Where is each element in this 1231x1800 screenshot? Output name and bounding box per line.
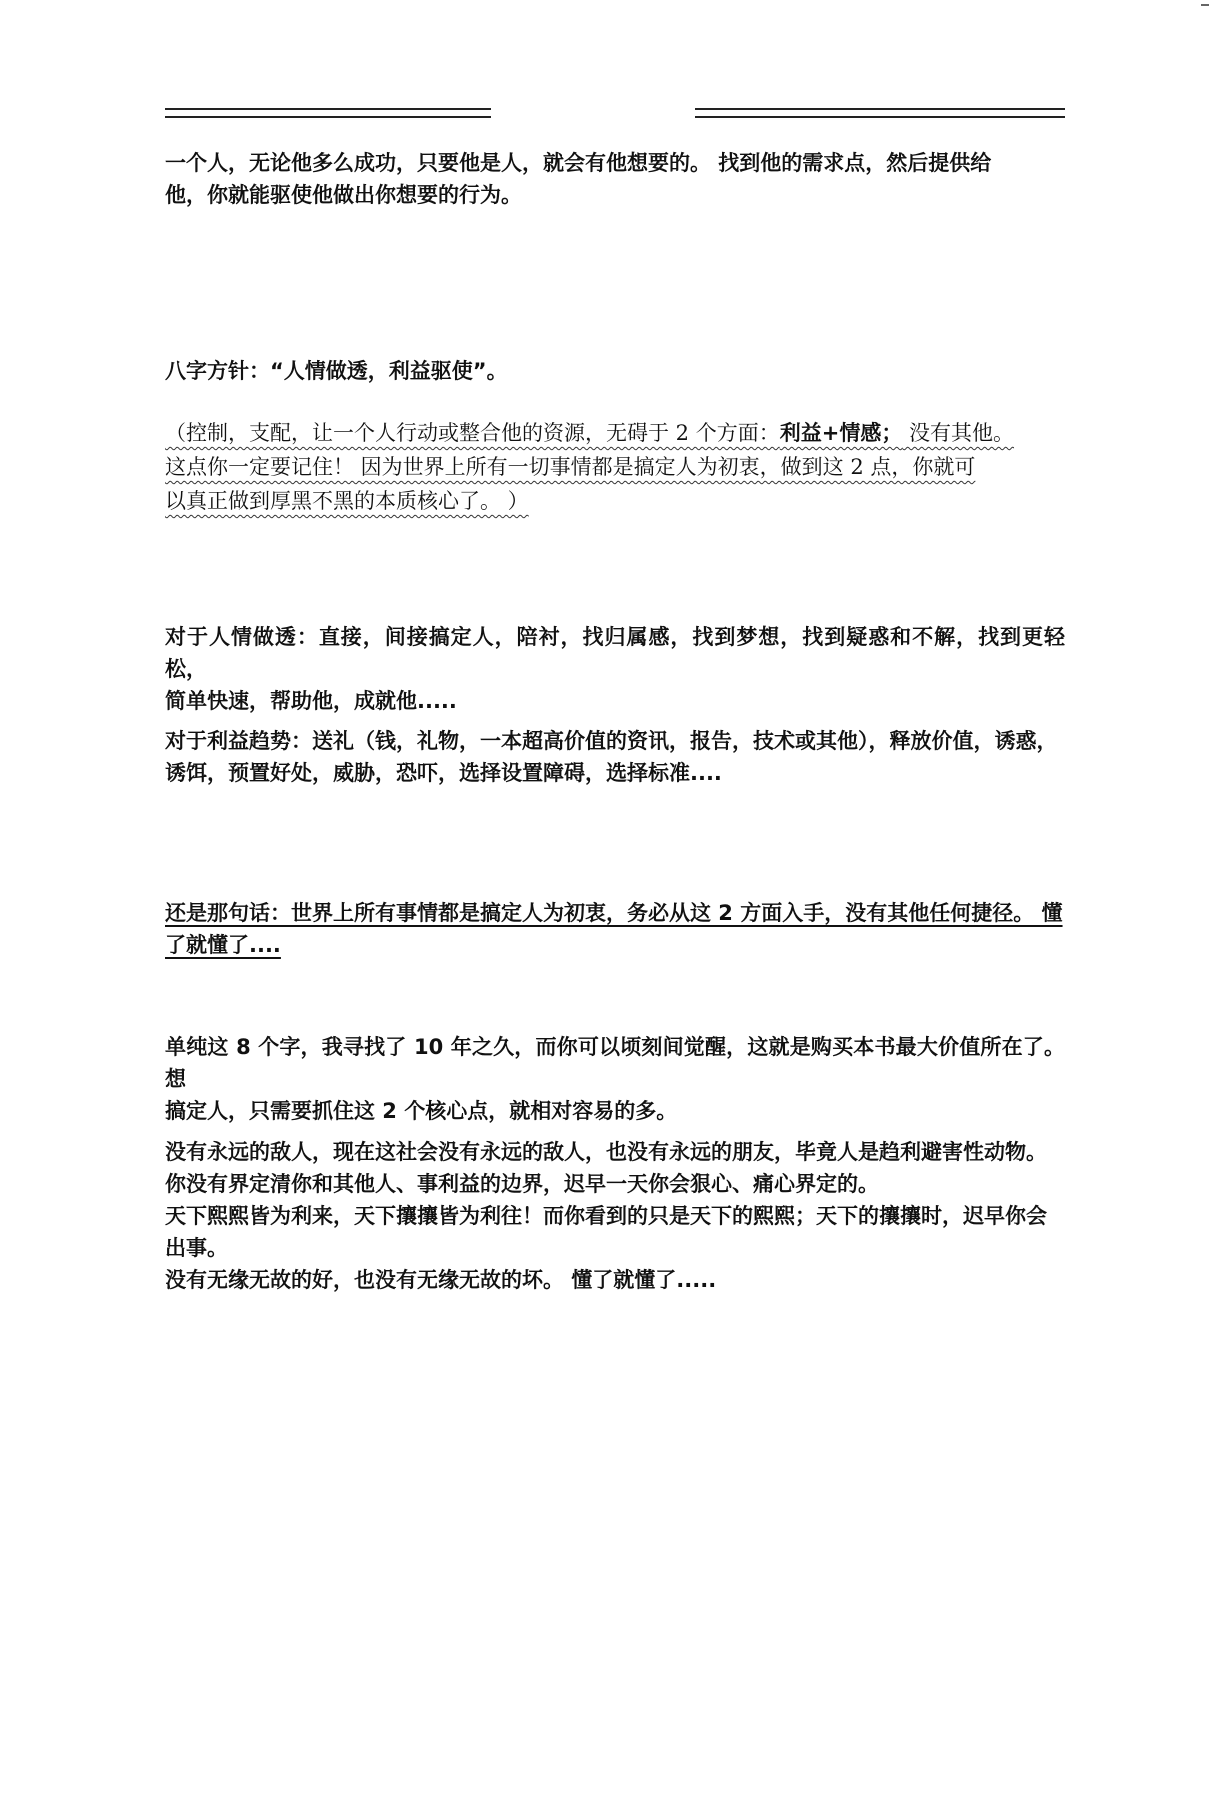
note-text-line2: 这点你一定要记住！ 因为世界上所有一切事情都是搞定人为初衷，做到这 2 点，你就可 xyxy=(165,455,976,479)
underlined-text: 还是那句话：世界上所有事情都是搞定人为初衷，务必从这 2 方面入手，没有其他任何捷径。 懂 xyxy=(165,901,1063,925)
text-line xyxy=(165,929,1065,961)
text-line: 天下熙熙皆为利来，天下攘攘皆为利往！而你看到的只是天下的熙熙；天下的攘攘时，迟早你会 xyxy=(165,1204,1047,1228)
paragraph-interest xyxy=(165,725,1065,789)
paragraph-motto xyxy=(165,355,1065,387)
paragraph-closing xyxy=(165,1136,1065,1296)
text-line: 对于人情做透：直接，间接搞定人，陪衬，找归属感，找到梦想，找到疑惑和不解，找到更轻松， xyxy=(165,625,1065,681)
note-text-line3: 以真正做到厚黑不黑的本质核心了。 ） xyxy=(165,489,529,513)
paragraph-human-relations xyxy=(165,621,1065,717)
paragraph-eight-words xyxy=(165,1031,1065,1127)
text-line: 诱饵，预置好处，威胁，恐吓，选择设置障碍，选择标准.... xyxy=(165,761,722,785)
corner-mark xyxy=(1201,4,1209,6)
note-text-a: （控制，支配，让一个人行动或整合他的资源，无碍于 2 个方面： xyxy=(165,421,780,445)
text-line: 简单快速，帮助他，成就他..... xyxy=(165,689,457,713)
underlined-text: 了就懂了.... xyxy=(165,933,281,957)
paragraph-note xyxy=(165,416,1065,518)
text-line: 对于利益趋势：送礼（钱，礼物，一本超高价值的资讯，报告，技术或其他），释放价值，诱惑， xyxy=(165,729,1058,753)
paragraph-emphasis xyxy=(165,897,1065,961)
header-rule-left xyxy=(165,108,491,118)
text-line: 出事。 xyxy=(165,1236,228,1260)
note-text-emphasis: 利益+情感； xyxy=(779,421,903,445)
note-line-2 xyxy=(165,450,1065,484)
text-line: 单纯这 8 个字，我寻找了 10 年之久，而你可以顷刻间觉醒，这就是购买本书最大价值所在了。 想 xyxy=(165,1035,1065,1091)
text-line: 他，你就能驱使他做出你想要的行为。 xyxy=(165,183,522,207)
note-line-1 xyxy=(165,416,1065,450)
note-text-c: 没有其他。 xyxy=(902,421,1015,445)
text-line: 没有永远的敌人，现在这社会没有永远的敌人，也没有永远的朋友，毕竟人是趋利避害性动物。 xyxy=(165,1140,1047,1164)
text-line: 没有无缘无故的好，也没有无缘无故的坏。 懂了就懂了..... xyxy=(165,1268,717,1292)
paragraph-intro xyxy=(165,147,1065,211)
text-line: 你没有界定清你和其他人、事利益的边界，迟早一天你会狠心、痛心界定的。 xyxy=(165,1172,879,1196)
text-line: 搞定人，只需要抓住这 2 个核心点，就相对容易的多。 xyxy=(165,1099,678,1123)
header-rule-right xyxy=(695,108,1065,118)
note-line-3 xyxy=(165,484,1065,518)
text-line xyxy=(165,897,1065,929)
text-line: 八字方针：“人情做透，利益驱使”。 xyxy=(165,359,508,383)
text-line: 一个人，无论他多么成功，只要他是人，就会有他想要的。 找到他的需求点，然后提供给 xyxy=(165,151,992,175)
